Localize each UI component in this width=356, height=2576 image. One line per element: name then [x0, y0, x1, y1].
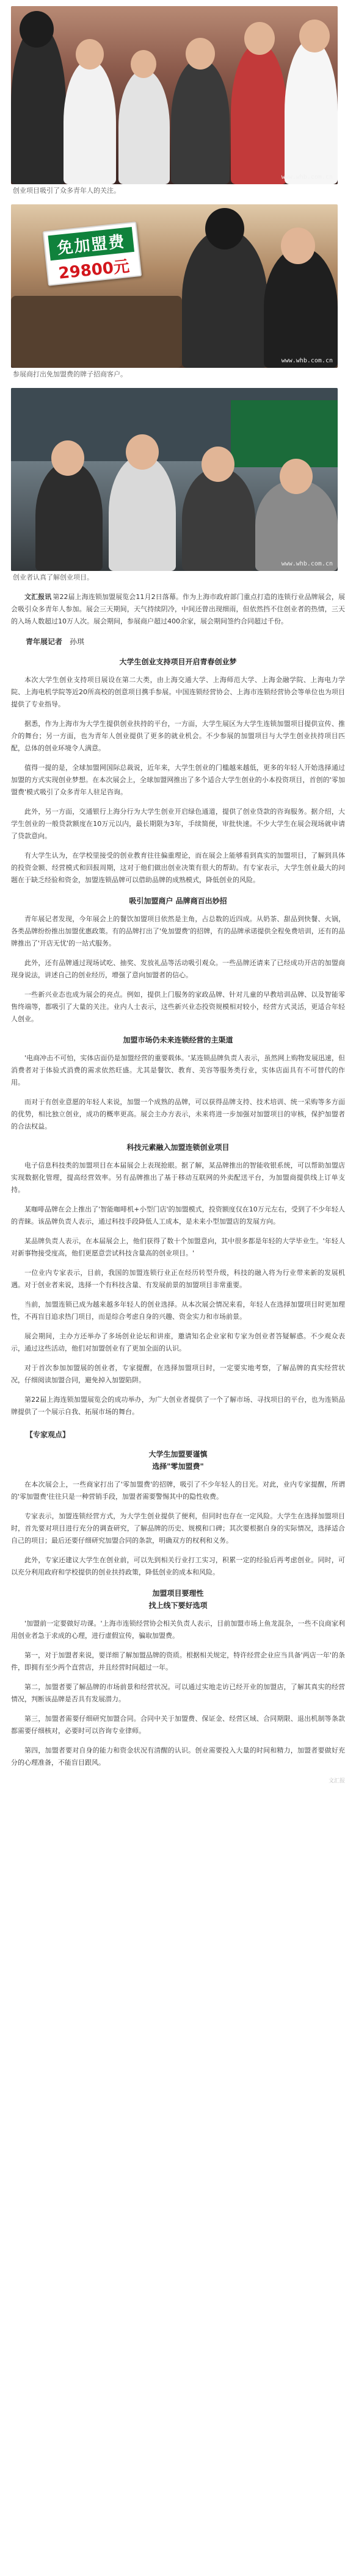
person-silhouette — [264, 247, 338, 368]
photo-crowd — [11, 6, 338, 184]
photo-watermark: www.whb.com.cn — [281, 561, 333, 567]
photo-caption: 创业者认真了解创业项目。 — [13, 573, 93, 581]
person-head — [131, 50, 156, 78]
photo-caption: 参展商打出免加盟费的牌子招商客户。 — [13, 370, 127, 378]
body-paragraph: 专家表示，加盟连锁经营方式，为大学生创业提供了便利，但同时也存在一定风险。大学生在选择加盟项目时，首先要对项目进行充分的调查研究，了解品牌的历史、规模和口碑；其次要根据自身的实际情况，选择适合自己的项目；最后还要仔细研究加盟合同的条款，明确双方的权利和义务。 — [11, 1512, 345, 1545]
person-silhouette — [182, 467, 255, 571]
photo-sign — [11, 204, 338, 368]
sign-price: 29800元 — [57, 257, 131, 283]
person-silhouette — [35, 461, 103, 571]
body-paragraph: 第二，加盟者要了解品牌的市场前景和经营状况。可以通过实地走访已经开业的加盟店，了解其真实的经营情况，判断该品牌是否具有发展潜力。 — [11, 1683, 345, 1703]
person-silhouette — [171, 59, 230, 184]
body-paragraph: 一位业内专家表示，目前，我国的加盟连锁行业正在经历转型升级，科技的融入将为行业带来新的发展机遇。对于创业者来说，选择一个有科技含量、有发展前景的加盟项目非常重要。 — [11, 1269, 345, 1289]
person-head — [126, 434, 159, 470]
body-paragraph: 某咖啡品牌在会上推出了'智能咖啡机+小型门店'的加盟模式，投资额度仅在10万元左右，受到了不少年轻人的青睐。该品牌负责人表示，通过科技手段降低人工成本，是未来小型加盟店的发展方向。 — [11, 1205, 345, 1225]
photo-caption: 创业项目吸引了众多青年人的关注。 — [13, 187, 120, 195]
section-heading: 吸引加盟商户 品牌商百出妙招 — [129, 897, 227, 905]
person-head — [186, 38, 215, 70]
article-intro — [11, 591, 345, 628]
body-paragraph: 本次大学生创业支持项目展设在第二大类，由上海交通大学、上海师范大学、上海金融学院、上海电力学院、上海电机学院等近20所高校的创意项目携手参展。中国连锁经营协会、上海市连锁经营协会等单位也为项目提供了专业指导。 — [11, 676, 345, 708]
sign-headline: 免加盟费 — [48, 227, 135, 260]
expert-tag: 【专家观点】 — [26, 1430, 70, 1439]
body-paragraph: 值得一提的是，全球加盟网国际总裁说，近年来，大学生创业的门槛越来越低，更多的年轻人开始选择通过加盟的方式实现创业梦想。在本次展会上，全球加盟网推出了多个适合大学生创业的小本投资项目，首创的'零加盟费'模式吸引了众多青年人驻足咨询。 — [11, 764, 345, 796]
body-paragraph: 第三，加盟者需要仔细研究加盟合同。合同中关于加盟费、保证金、经营区域、合同期限、退出机制等条款都需要仔细核对，必要时可以咨询专业律师。 — [11, 1715, 345, 1735]
person-head — [202, 447, 234, 482]
body-paragraph: '加盟前一定要做好功课。'上海市连锁经营协会相关负责人表示，目前加盟市场上鱼龙混杂，一些不良商家利用创业者急于求成的心理，进行虚假宣传，骗取加盟费。 — [11, 1620, 345, 1640]
photo-watermark: www.whb.com.cn — [281, 174, 333, 181]
byline-label: 青年展记者 — [26, 637, 63, 646]
footer-logo: 文汇报 — [328, 1778, 345, 1784]
body-paragraph: 第一，对于加盟者来说，要详细了解加盟品牌的资质。根据相关规定，特许经营企业应当具备'两店一年'的条件，即拥有至少两个直营店，并且经营时间超过一年。 — [11, 1651, 345, 1671]
intro-dateline: 文汇报讯 — [24, 593, 52, 601]
photo-booth — [11, 388, 338, 571]
section-heading: 加盟市场仍未来连锁经营的主渠道 — [123, 1036, 233, 1044]
body-paragraph: 此外，专家还建议大学生在创业前，可以先到相关行业打工实习，积累一定的经验后再考虑创业。同时，可以充分利用政府和学校提供的创业扶持政策，降低创业的成本和风险。 — [11, 1556, 345, 1576]
body-paragraph: 而对于有创业意愿的年轻人来说，加盟一个成熟的品牌，可以获得品牌支持、技术培训、统一采购等多方面的优势，相比独立创业，成功的概率更高。展会主办方表示，未来将进一步加强对加盟项目的审核，保护加盟者的合法权益。 — [11, 1098, 345, 1130]
free-fee-sign — [43, 221, 142, 286]
body-paragraph: 一些新兴业态也成为展会的亮点。例如，提供上门服务的家政品牌、针对儿童的早教培训品牌、以及智能零售终端等，都吸引了大量的关注。业内人士表示，这些新兴业态投资规模相对较小，经营方式灵活，更适合年轻人创业。 — [11, 991, 345, 1023]
body-paragraph: 当前，加盟连锁已成为越来越多年轻人的创业选择。从本次展会情况来看，年轻人在选择加盟项目时更加理性，不再盲目追求热门项目，而是综合考虑自身的兴趣、资金实力和市场前景。 — [11, 1301, 345, 1321]
person-head — [205, 208, 244, 249]
body-paragraph: 第四，加盟者要对自身的能力和资金状况有清醒的认识。创业需要投入大量的时间和精力，加盟者要做好充分的心理准备，不能盲目跟风。 — [11, 1746, 345, 1767]
body-paragraph: 据悉，作为上海市为大学生提供创业扶持的平台，一方面，大学生展区为大学生连锁加盟项目提供宣传、推介的舞台；另一方面，也为青年人创业提供了更多的就业机会。不少参展的加盟项目与大学生创业扶持项目匹配，总体的创业环境令人满意。 — [11, 720, 345, 752]
body-paragraph: 此外，还有品牌通过现场试吃、抽奖、发放礼品等活动吸引观众。一些品牌还请来了已经成功开店的加盟商现身说法，讲述自己的创业经历，增强了意向加盟者的信心。 — [11, 959, 345, 979]
person-silhouette — [118, 70, 170, 184]
photo-scene — [11, 388, 338, 571]
article-body — [11, 656, 345, 1418]
photo-scene — [11, 6, 338, 184]
body-paragraph: 展会期间，主办方还举办了多场创业论坛和讲座，邀请知名企业家和专家为创业者答疑解惑。不少观众表示，通过这些活动，他们对加盟创业有了更加全面的认识。 — [11, 1332, 345, 1352]
person-head — [299, 20, 330, 52]
person-head — [76, 39, 104, 70]
expert-body — [11, 1448, 345, 1769]
section-heading: 大学生创业支持项目开启青春创业梦 — [119, 658, 237, 666]
body-paragraph: 电子信息科技类的加盟项目在本届展会上表现抢眼。据了解，某品牌推出的智能收银系统，可以帮助加盟店实现数据化管理，提高经营效率。另有品牌推出了基于移动互联网的外卖配送平台，为加盟商提供线上订单支持。 — [11, 1161, 345, 1194]
section-heading: 加盟项目要理性 找上线下要好选项 — [148, 1589, 208, 1610]
body-paragraph: 某品牌负责人表示，在本届展会上，他们获得了数十个加盟意向，其中很多都是年轻的大学毕业生。'年轻人对新事物接受度高，他们更愿意尝试科技含量高的创业项目。' — [11, 1237, 345, 1257]
person-head — [281, 228, 315, 264]
body-paragraph: 在本次展会上，一些商家打出了'零加盟费'的招牌，吸引了不少年轻人的目光。对此，业内专家提醒，所谓的'零加盟费'往往只是一种营销手段，加盟者需要警惕其中的隐性收费。 — [11, 1480, 345, 1501]
byline — [11, 636, 345, 647]
body-paragraph: 此外，另一方面，交通银行上海分行为大学生创业开启绿色通道，提供了创业贷款的咨询服务。据介绍，大学生创业的一般贷款额度在10万元以内，最长期限为3年，手续简便，审批快速。不少大学生在展会现场就申请了贷款意向。 — [11, 808, 345, 840]
person-head — [280, 459, 313, 494]
body-paragraph: 对于首次参加加盟展的创业者，专家提醒，在选择加盟项目时，一定要实地考察，了解品牌的真实经营状况，仔细阅读加盟合同，避免掉入加盟陷阱。 — [11, 1364, 345, 1384]
section-heading: 大学生加盟要谨慎 选择"零加盟费" — [148, 1450, 208, 1471]
photo-scene — [11, 204, 338, 368]
photo-watermark: www.whb.com.cn — [281, 357, 333, 364]
intro-text: 第22届上海连锁加盟展览会11月2日落幕。作为上海市政府部门重点打造的连锁行业品牌展会，展会吸引众多青年人参加。展会三天期间，天气持续阴冷，中间还曾出现细雨，但依然挡不住创业者的热情，三天的入场人数超过10万人次。展会期间，参展商户超过400余家，展会期间签约合同超过千份。 — [11, 593, 346, 625]
person-silhouette — [64, 60, 116, 184]
section-heading: 科技元素融入加盟连锁创业项目 — [126, 1143, 230, 1152]
person-head — [51, 440, 84, 476]
body-paragraph: 青年展记者发现，今年展会上的餐饮加盟项目依然是主角，占总数的近四成。从奶茶、甜品到快餐、火锅，各类品牌纷纷推出加盟优惠政策。有的品牌打出了'免加盟费'的招牌，有的品牌承诺提供全程免费培训，还有的品牌推出了'开店无忧'的一站式服务。 — [11, 915, 345, 947]
byline-author: 孙琪 — [70, 637, 85, 646]
person-head — [244, 22, 275, 55]
booth-banner — [231, 400, 338, 467]
body-paragraph: 有大学生认为，在学校里接受的创业教育往往偏重理论，而在展会上能够看到真实的加盟项目，了解到具体的投资金额、经营模式和回报周期，这对于他们做出创业决策有很大的帮助。有专家表示，大学生创业最大的问题在于缺乏经验和资金，加盟连锁品牌可以借助品牌的成熟模式，降低创业的风险。 — [11, 852, 345, 884]
person-silhouette — [109, 455, 176, 571]
person-silhouette — [285, 39, 338, 184]
person-head — [20, 11, 54, 48]
person-silhouette — [11, 24, 66, 184]
booth-counter — [11, 296, 182, 368]
person-silhouette — [182, 229, 267, 368]
body-paragraph: 第22届上海连锁加盟展览会的成功举办，为广大创业者提供了一个了解市场、寻找项目的平台，也为连锁品牌提供了一个展示自我、拓展市场的舞台。 — [11, 1396, 345, 1416]
body-paragraph: '电商冲击不可怕，实体店面仍是加盟经营的重要载体。'某连锁品牌负责人表示，虽然网上购物发展迅速，但消费者对于体验式消费的需求依然旺盛。尤其是餐饮、教育、美容等服务类行业，实体店面具有不可替代的作用。 — [11, 1054, 345, 1086]
person-silhouette — [231, 43, 287, 184]
